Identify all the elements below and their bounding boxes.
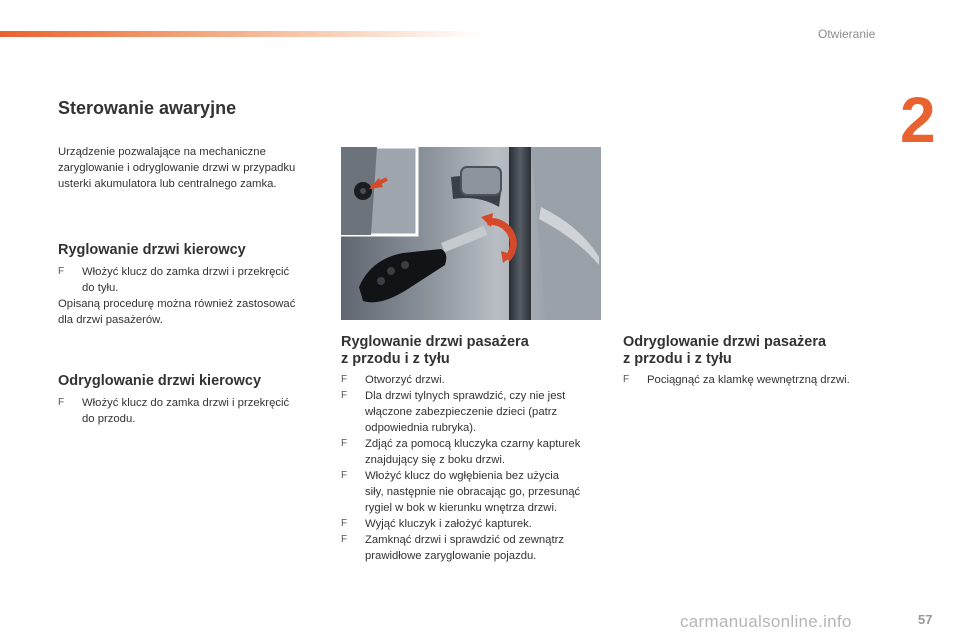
driver-unlock-heading: Odryglowanie drzwi kierowcy (58, 373, 262, 389)
item-line: do przodu. (82, 413, 136, 425)
heading-line: Ryglowanie drzwi pasażera (341, 334, 529, 350)
bullet-icon: F (341, 390, 348, 401)
item-line: rygiel w bok w kierunku wnętrza drzwi. (365, 502, 558, 514)
heading-line: Odryglowanie drzwi pasażera (623, 334, 827, 350)
list-item (58, 264, 328, 296)
item-line: włączone zabezpieczenie dzieci (patrz (365, 406, 558, 418)
item-line: Pociągnąć za klamkę wewnętrzną drzwi. (647, 374, 850, 386)
bullet-icon: F (341, 470, 348, 481)
heading-line: z przodu i z tyłu (623, 351, 732, 367)
list-item (341, 388, 621, 436)
list-item (58, 395, 328, 427)
intro-line: zaryglowanie i odryglowanie drzwi w przypadku (58, 162, 296, 174)
chapter-number: 2 (900, 84, 936, 156)
driver-unlock-list (58, 395, 328, 427)
note-line: Opisaną procedurę można również zastosować (58, 298, 296, 310)
item-line: prawidłowe zaryglowanie pojazdu. (365, 550, 537, 562)
bullet-icon: F (341, 438, 348, 449)
item-line: Dla drzwi tylnych sprawdzić, czy nie jest (365, 390, 566, 402)
list-item (341, 436, 621, 468)
driver-lock-note (58, 296, 295, 328)
item-line: Włożyć klucz do zamka drzwi i przekręcić (82, 266, 290, 278)
passenger-lock-heading (341, 334, 529, 368)
watermark: carmanualsonline.info (680, 612, 852, 631)
list-item (341, 516, 621, 532)
driver-lock-heading: Ryglowanie drzwi kierowcy (58, 242, 246, 258)
list-item (341, 532, 621, 564)
item-line: do tyłu. (82, 282, 119, 294)
list-item (341, 372, 621, 388)
item-line: Zdjąć za pomocą kluczyka czarny kapturek (365, 438, 581, 450)
page-number: 57 (918, 612, 933, 627)
item-line: Włożyć klucz do wgłębienia bez użycia (365, 470, 560, 482)
item-line: Wyjąć kluczyk i założyć kapturek. (365, 518, 532, 530)
intro-line: Urządzenie pozwalające na mechaniczne (58, 146, 266, 158)
section-label: Otwieranie (818, 27, 876, 41)
driver-lock-list (58, 264, 328, 296)
header-accent-bar (0, 31, 480, 37)
list-item (341, 468, 621, 516)
bullet-icon: F (341, 518, 348, 529)
item-line: siły, następnie nie obracając go, przesunąć (365, 486, 581, 498)
passenger-unlock-list (623, 372, 903, 388)
bullet-icon: F (58, 397, 65, 408)
item-line: Zamknąć drzwi i sprawdzić od zewnątrz (365, 534, 565, 546)
item-line: znajdujący się z boku drzwi. (365, 454, 506, 466)
item-line: Otworzyć drzwi. (365, 374, 445, 386)
item-line: Włożyć klucz do zamka drzwi i przekręcić (82, 397, 290, 409)
list-item (623, 372, 903, 388)
bullet-icon: F (58, 266, 65, 277)
bullet-icon: F (341, 374, 348, 385)
bullet-icon: F (623, 374, 630, 385)
item-line: odpowiednia rubryka). (365, 422, 477, 434)
door-lock-photo (341, 147, 601, 320)
intro-line: usterki akumulatora lub centralnego zamka. (58, 178, 277, 190)
page-title: Sterowanie awaryjne (58, 98, 237, 118)
passenger-lock-list (341, 372, 621, 564)
note-line: dla drzwi pasażerów. (58, 314, 163, 326)
intro-paragraph (58, 144, 295, 192)
bullet-icon: F (341, 534, 348, 545)
heading-line: z przodu i z tyłu (341, 351, 450, 367)
passenger-unlock-heading (623, 334, 826, 368)
